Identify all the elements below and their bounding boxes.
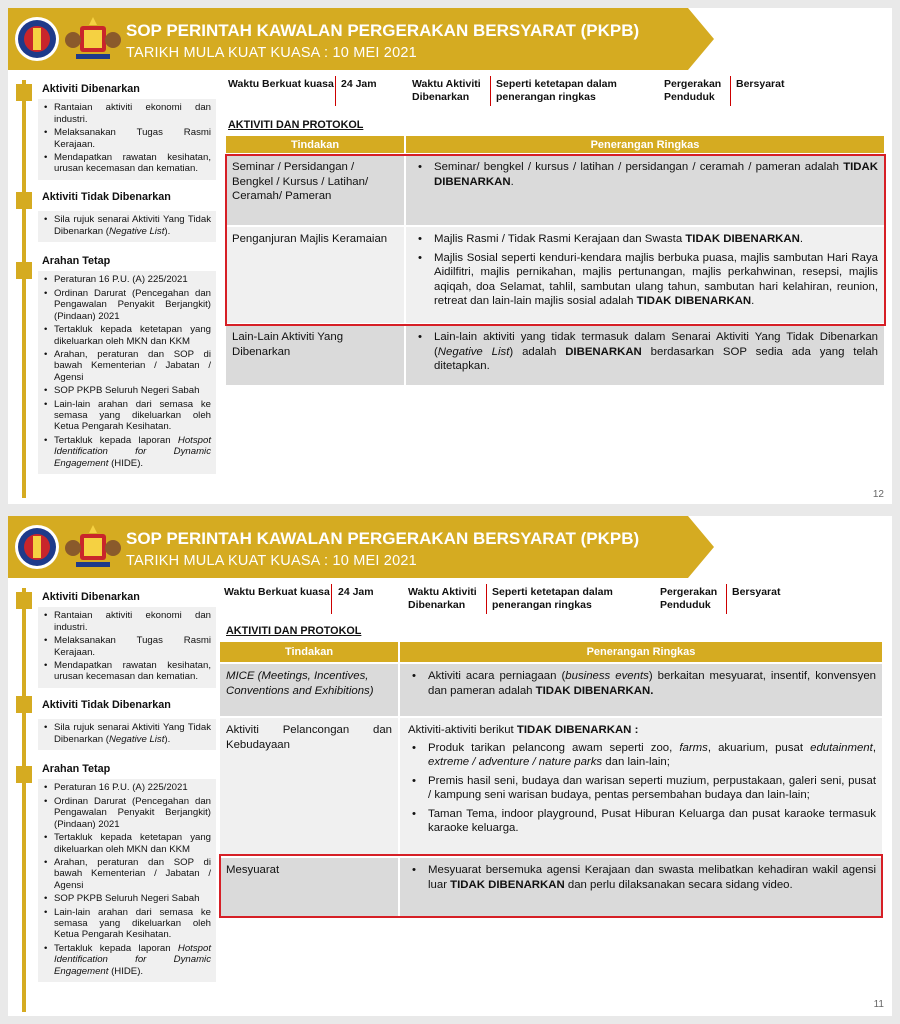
highlight-box: [225, 154, 886, 326]
row-penerangan: • Seminar/ bengkel / kursus / latihan / persidangan / ceramah / pameran adalah TIDAK DIBENARKAN.: [406, 155, 884, 225]
meta-aktiviti-value: Seperti ketetapan dalam penerangan ringkas: [496, 78, 617, 103]
list-item: • Tertakluk kepada laporan Hotspot Identification for Dynamic Engagement (HIDE).: [43, 943, 211, 977]
banner-subtitle: TARIKH MULA KUAT KUASA : 10 MEI 2021: [126, 45, 417, 61]
section-label: AKTIVITI DAN PROTOKOL: [226, 625, 362, 637]
list-item: • SOP PKPB Seluruh Negeri Sabah: [43, 893, 211, 904]
list-item: • Melaksanakan Tugas Rasmi Kerajaan.: [43, 635, 211, 658]
row-penerangan: • Majlis Rasmi / Tidak Rasmi Kerajaan dan Swasta TIDAK DIBENARKAN. • Majlis Sosial seperti kenduri-kendara majlis berbuka puasa, majlis sambutan Hari Raya Aidilfitri, majlis pernikahan, majlis pertunangan, majlis perkahwinan, resepsi, majlis aqiqah, doa Selamat, tahlil, sambutan ulang tahun, sambutan hari kelahiran, reunion, retreat dan lain-lain majlis sosial adalah TIDAK DIBENARKAN.: [406, 227, 884, 323]
timeline-marker: [16, 262, 32, 279]
meta-pergerakan-label: Pergerakan Penduduk: [660, 586, 718, 611]
table-row: [220, 662, 882, 716]
banner-subtitle: TARIKH MULA KUAT KUASA : 10 MEI 2021: [126, 553, 417, 569]
sidebar-box-tidak: [38, 211, 216, 242]
list-item: • Arahan, peraturan dan SOP di bawah Kementerian / Jabatan / Agensi: [43, 857, 211, 891]
list-item: • Lain-lain arahan dari semasa ke semasa yang dikeluarkan oleh Ketua Pengarah Kesihatan.: [43, 907, 211, 941]
timeline-marker: [16, 192, 32, 209]
timeline-bar: [22, 80, 26, 498]
meta-divider: [726, 584, 727, 614]
sabah-state-crest-icon: [14, 524, 60, 570]
list-item: • Tertakluk kepada laporan Hotspot Identification for Dynamic Engagement (HIDE).: [43, 435, 211, 469]
page-number: 12: [872, 489, 884, 500]
meta-aktiviti-label: Waktu Aktiviti Dibenarkan: [408, 586, 477, 611]
meta-divider: [486, 584, 487, 614]
list-item: • Rantaian aktiviti ekonomi dan industri.: [43, 102, 211, 125]
page-number: 11: [873, 999, 884, 1010]
list-item: • SOP PKPB Seluruh Negeri Sabah: [43, 385, 211, 396]
sidebar-heading-arahan: Arahan Tetap: [42, 255, 111, 268]
list-item: • Lain-lain arahan dari semasa ke semasa yang dikeluarkan oleh Ketua Pengarah Kesihatan.: [43, 399, 211, 433]
sidebar-box-arahan: [38, 779, 216, 982]
list-item: • Tertakluk kepada ketetapan yang dikeluarkan oleh MKN dan KKM: [43, 324, 211, 347]
header-tindakan: Tindakan: [226, 136, 406, 153]
sabah-state-crest-icon: [14, 16, 60, 62]
list-item: • Peraturan 16 P.U. (A) 225/2021: [43, 782, 211, 793]
meta-waktu-label: Waktu Berkuat kuasa: [224, 586, 330, 598]
row-penerangan: • Lain-lain aktiviti yang tidak termasuk dalam Senarai Aktiviti Yang Tidak Dibenarkan (Negative List) adalah DIBENARKAN berdasarkan SOP sedia ada yang telah ditetapkan.: [406, 325, 884, 385]
sidebar-heading-arahan: Arahan Tetap: [42, 763, 111, 776]
list-item: • Sila rujuk senarai Aktiviti Yang Tidak Dibenarkan (Negative List).: [43, 214, 211, 237]
list-item: • Sila rujuk senarai Aktiviti Yang Tidak Dibenarkan (Negative List).: [43, 722, 211, 745]
list-item: • Mendapatkan rawatan kesihatan, urusan kecemasan dan kematian.: [43, 152, 211, 175]
slide-page-12: [8, 8, 892, 504]
header-tindakan: Tindakan: [220, 642, 400, 662]
row-tindakan: Seminar / Persidangan / Bengkel / Kursus / Latihan/ Ceramah/ Pameran: [226, 155, 406, 225]
row-tindakan: MICE (Meetings, Incentives, Conventions and Exhibitions): [220, 664, 400, 716]
sidebar-heading-tidak: Aktiviti Tidak Dibenarkan: [42, 190, 171, 203]
sidebar-heading-dibenarkan: Aktiviti Dibenarkan: [42, 591, 140, 603]
highlight-box: [219, 854, 883, 918]
sidebar-box-tidak: [38, 719, 216, 750]
malaysia-coat-of-arms-icon: [64, 524, 122, 570]
section-label: AKTIVITI DAN PROTOKOL: [228, 119, 364, 131]
timeline-marker: [16, 84, 32, 101]
row-tindakan: Mesyuarat: [220, 858, 400, 916]
header-penerangan: Penerangan Ringkas: [586, 646, 696, 658]
timeline-marker: [16, 696, 32, 713]
row-tindakan: Penganjuran Majlis Keramaian: [226, 227, 406, 323]
timeline-bar: [22, 588, 26, 1012]
sidebar: [38, 588, 216, 982]
meta-divider: [730, 76, 731, 106]
list-item: • Peraturan 16 P.U. (A) 225/2021: [43, 274, 211, 285]
malaysia-coat-of-arms-icon: [64, 16, 122, 62]
timeline-marker: [16, 766, 32, 783]
banner-title: SOP PERINTAH KAWALAN PERGERAKAN BERSYARAT (PKPB): [126, 21, 640, 40]
meta-waktu-value: 24 Jam: [341, 78, 377, 90]
meta-waktu-value: 24 Jam: [338, 586, 374, 598]
meta-divider: [490, 76, 491, 106]
sidebar: [38, 80, 216, 474]
meta-pergerakan-value: Bersyarat: [736, 78, 785, 90]
list-item: • Mendapatkan rawatan kesihatan, urusan kecemasan dan kematian.: [43, 660, 211, 683]
sidebar-heading-dibenarkan: Aktiviti Dibenarkan: [42, 83, 140, 95]
timeline-marker: [16, 592, 32, 609]
table-row: [220, 716, 882, 856]
sidebar-box-arahan: [38, 271, 216, 474]
table-header: [220, 642, 882, 662]
meta-waktu-label: Waktu Berkuat kuasa: [228, 78, 334, 90]
meta-pergerakan-label: Pergerakan Penduduk: [664, 78, 722, 103]
sidebar-heading-tidak: Aktiviti Tidak Dibenarkan: [42, 698, 171, 711]
header-penerangan: Penerangan Ringkas: [590, 138, 700, 151]
meta-pergerakan-value: Bersyarat: [732, 586, 781, 598]
meta-divider: [331, 584, 332, 614]
list-item: • Tertakluk kepada ketetapan yang dikeluarkan oleh MKN dan KKM: [43, 832, 211, 855]
meta-divider: [335, 76, 336, 106]
list-item: • Ordinan Darurat (Pencegahan dan Pengawalan Penyakit Berjangkit) (Pindaan) 2021: [43, 288, 211, 322]
list-item: • Ordinan Darurat (Pencegahan dan Pengawalan Penyakit Berjangkit) (Pindaan) 2021: [43, 796, 211, 830]
list-item: • Arahan, peraturan dan SOP di bawah Kementerian / Jabatan / Agensi: [43, 349, 211, 383]
row-penerangan: • Mesyuarat bersemuka agensi Kerajaan dan swasta melibatkan kehadiran wakil agensi luar TIDAK DIBENARKAN dan perlu dilaksanakan secara sidang video.: [400, 858, 882, 916]
sidebar-box-dibenarkan: [38, 607, 216, 687]
row-penerangan: Aktiviti-aktiviti berikut TIDAK DIBENARKAN : • Produk tarikan pelancong awam seperti zoo, farms, akuarium, pusat edutainment, extreme / adventure / nature parks dan lain-lain; • Premis hasil seni, budaya dan warisan seperti muzium, perpustakaan, galeri seni, pusat / kampung seni warisan budaya, pentas persembahan budaya dan lain-lain; • Taman Tema, indoor playground, Pusat Hiburan Keluarga dan pusat karaoke termasuk karaoke keluarga.: [400, 718, 882, 856]
meta-aktiviti-value: Seperti ketetapan dalam penerangan ringkas: [492, 586, 613, 611]
table-header: [226, 136, 884, 153]
list-item: • Rantaian aktiviti ekonomi dan industri.: [43, 610, 211, 633]
sidebar-box-dibenarkan: [38, 99, 216, 179]
slide-page-11: [8, 516, 892, 1016]
banner-title: SOP PERINTAH KAWALAN PERGERAKAN BERSYARAT (PKPB): [126, 529, 640, 548]
list-item: • Melaksanakan Tugas Rasmi Kerajaan.: [43, 127, 211, 150]
row-tindakan: Lain-Lain Aktiviti Yang Dibenarkan: [226, 325, 406, 385]
row-penerangan: • Aktiviti acara perniagaan (business events) berkaitan mesyuarat, insentif, konvensyen dan pameran adalah TIDAK DIBENARKAN.: [400, 664, 882, 716]
meta-aktiviti-label: Waktu Aktiviti Dibenarkan: [412, 78, 481, 103]
table-row: [226, 323, 884, 385]
row-tindakan: Aktiviti Pelancongan dan Kebudayaan: [220, 718, 400, 856]
